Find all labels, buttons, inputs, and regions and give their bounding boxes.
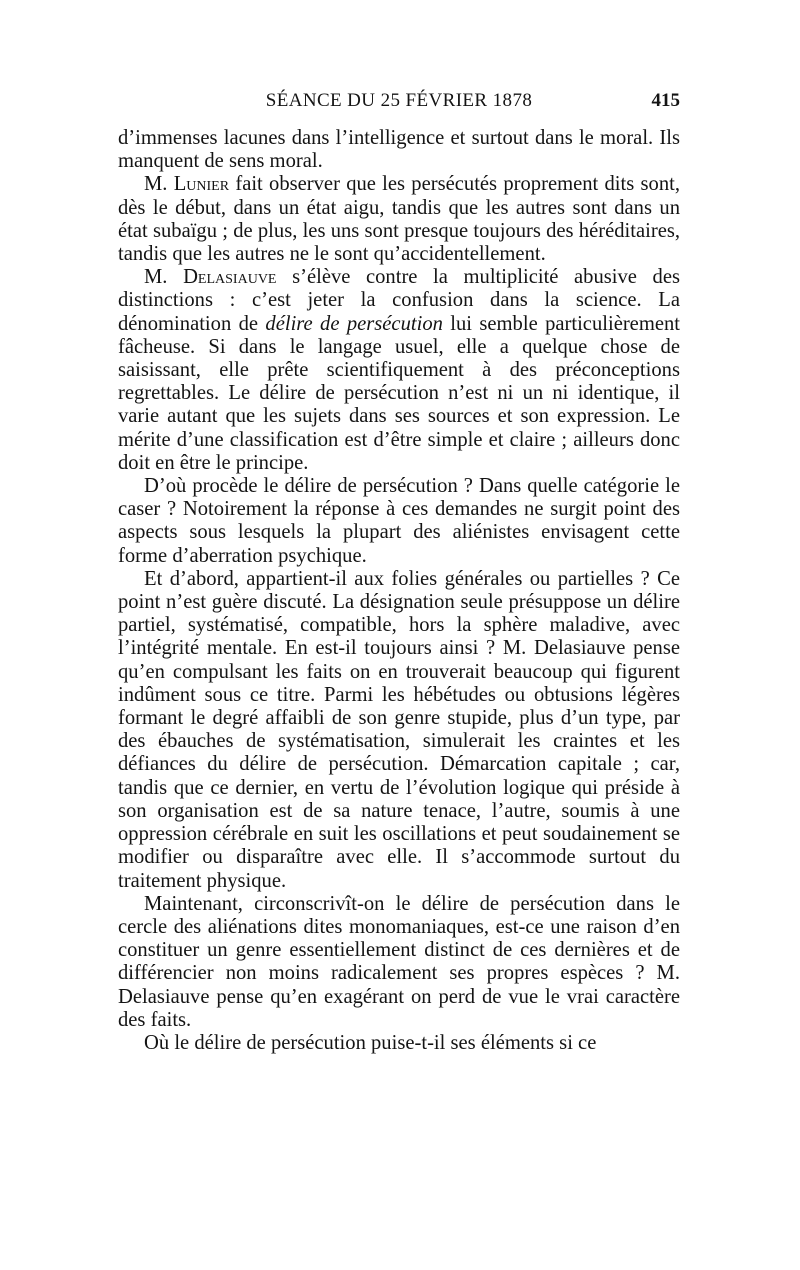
paragraph-continued [118, 127, 680, 173]
italic-term: délire de persécution [265, 312, 443, 335]
paragraph-delasiauve [118, 266, 680, 475]
text-segment: Où le délire de persécution puise-t-il ses éléments si ce [144, 1031, 597, 1054]
text-segment: M. [144, 173, 174, 196]
text-segment: fait observer que les persécutés proprement dits sont, dès le début, dans un état aigu, tandis que les autres sont dans un état subaïgu ; de plus, les uns sont presque toujours des héréditaires, tandis que les autres ne le sont qu’accidentellement. [118, 173, 681, 266]
running-title: SÉANCE DU 25 FÉVRIER 1878 [265, 90, 533, 111]
text-segment: d’immenses lacunes dans l’intelligence et surtout dans le moral. Ils manquent de sens moral. [118, 127, 680, 173]
speaker-name: Delasiauve [183, 266, 277, 289]
paragraph-origin-question [118, 475, 680, 568]
running-head [118, 90, 680, 116]
text-segment: Et d’abord, appartient-il aux folies générales ou partielles ? Ce point n’est guère discuté. La désignation seule présuppose un délire partiel, systématisé, compatible, hors la sphère maladive, avec l’intégrité mentale. En est-il toujours ainsi ? M. Delasiauve pense qu’en compulsant les faits on en trouverait beaucoup qui figurent indûment sous ce titre. Parmi les hébétudes ou obtusions légères formant le degré affaibli de son genre stupide, plus d’un type, par des ébauches de systématisation, simulerait les craintes et les défiances du délire de persécution. Démarcation capitale ; car, tandis que ce dernier, en vertu de l’évolution logique qui préside à son organisation est de sa nature tenace, l’autre, soumis à une oppression cérébrale en suit les oscillations et peut soudainement se modifier ou disparaître avec elle. Il s’accommode surtout du traitement physique. [118, 567, 680, 892]
body-text [118, 127, 680, 1055]
paragraph-final [118, 1032, 680, 1055]
speaker-name: Lunier [173, 173, 230, 196]
text-segment: D’où procède le délire de persécution ? Dans quelle catégorie le caser ? Notoirement la réponse à ces demandes ne surgit point des aspects sous lesquels la plupart des aliénistes envisagent cette forme d’aberration psychique. [118, 475, 680, 567]
text-segment: s’élève contre la multiplicité abusive des distinctions : c’est jeter la confusion dans la science. La dénomination de [118, 266, 680, 335]
paragraph-lunier [118, 173, 680, 266]
paragraph-monomania [118, 893, 680, 1032]
text-segment: Maintenant, circonscrivît-on le délire de persécution dans le cercle des aliénations dites monomaniaques, est-ce une raison d’en constituer un genre essentiellement distinct de ces dernières et de différencier non moins radicalement ses propres espèces ? M. Delasiauve pense qu’en exagérant on perd de vue le vrai caractère des faits. [118, 892, 680, 1031]
text-segment: lui semble particulièrement fâcheuse. Si dans le langage usuel, elle a quelque chose de saisissant, elle prête scientifiquement à des préconceptions regrettables. Le délire de persécution n’est ni un ni identique, il varie autant que les sujets dans ses sources et son expression. Le mérite d’une classification est d’être simple et claire ; ailleurs donc doit en être le principe. [118, 312, 681, 474]
text-segment: M. [144, 266, 184, 289]
paragraph-partial-madness [118, 568, 680, 893]
page-number: 415 [651, 90, 680, 111]
